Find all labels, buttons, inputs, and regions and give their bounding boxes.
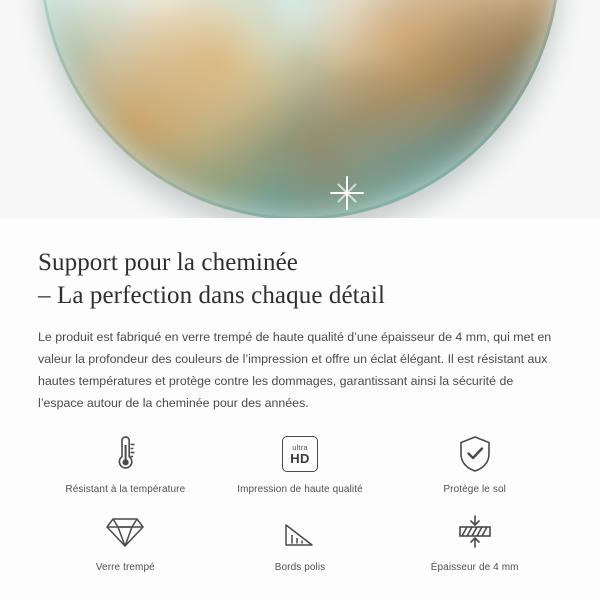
feature-label: Résistant à la température: [65, 484, 186, 496]
feature-item-thickness: [387, 508, 562, 576]
feature-label: Protège le sol: [443, 484, 506, 496]
round-glass-plate-marble-art: [40, 0, 560, 218]
thermometer-icon: [108, 432, 142, 476]
diamond-icon: [105, 510, 145, 554]
feature-item-tempered-glass: [38, 508, 213, 576]
feature-item-polished-edges: [213, 508, 388, 576]
feature-label: Épaisseur de 4 mm: [430, 562, 519, 574]
feature-label: Bords polis: [274, 562, 326, 574]
feature-label: Verre trempé: [95, 562, 155, 574]
feature-item-print-quality: [213, 430, 388, 498]
thickness-arrows-icon: [454, 510, 496, 554]
headline-line-2: – La perfection dans chaque détail: [38, 282, 385, 309]
feature-grid: [38, 430, 562, 576]
description-paragraph: Le produit est fabriqué en verre trempé de haute qualité d’une épaisseur de 4 mm, qui met en valeur la profondeur des couleurs de l’impression et offre un éclat élégant. Il est résistant aux hautes températures et protège contre les dommages, garantissant ainsi la sécurité de l’espace autour de la cheminée pour des années.: [38, 330, 552, 411]
ultra-hd-badge-bottom: HD: [290, 450, 310, 466]
ultra-hd-badge-top: ultra: [292, 443, 308, 453]
feature-label: Impression de haute qualité: [237, 484, 363, 496]
shield-check-icon: [457, 432, 493, 476]
page-title: [38, 246, 562, 312]
feature-item-temperature: [38, 430, 213, 498]
polished-edges-icon: [282, 510, 318, 554]
feature-item-floor-protection: [387, 430, 562, 498]
ultra-hd-icon: [282, 432, 318, 476]
hero-image: [0, 0, 600, 218]
content-area: [0, 218, 600, 576]
headline-line-1: Support pour la cheminée: [38, 249, 298, 276]
